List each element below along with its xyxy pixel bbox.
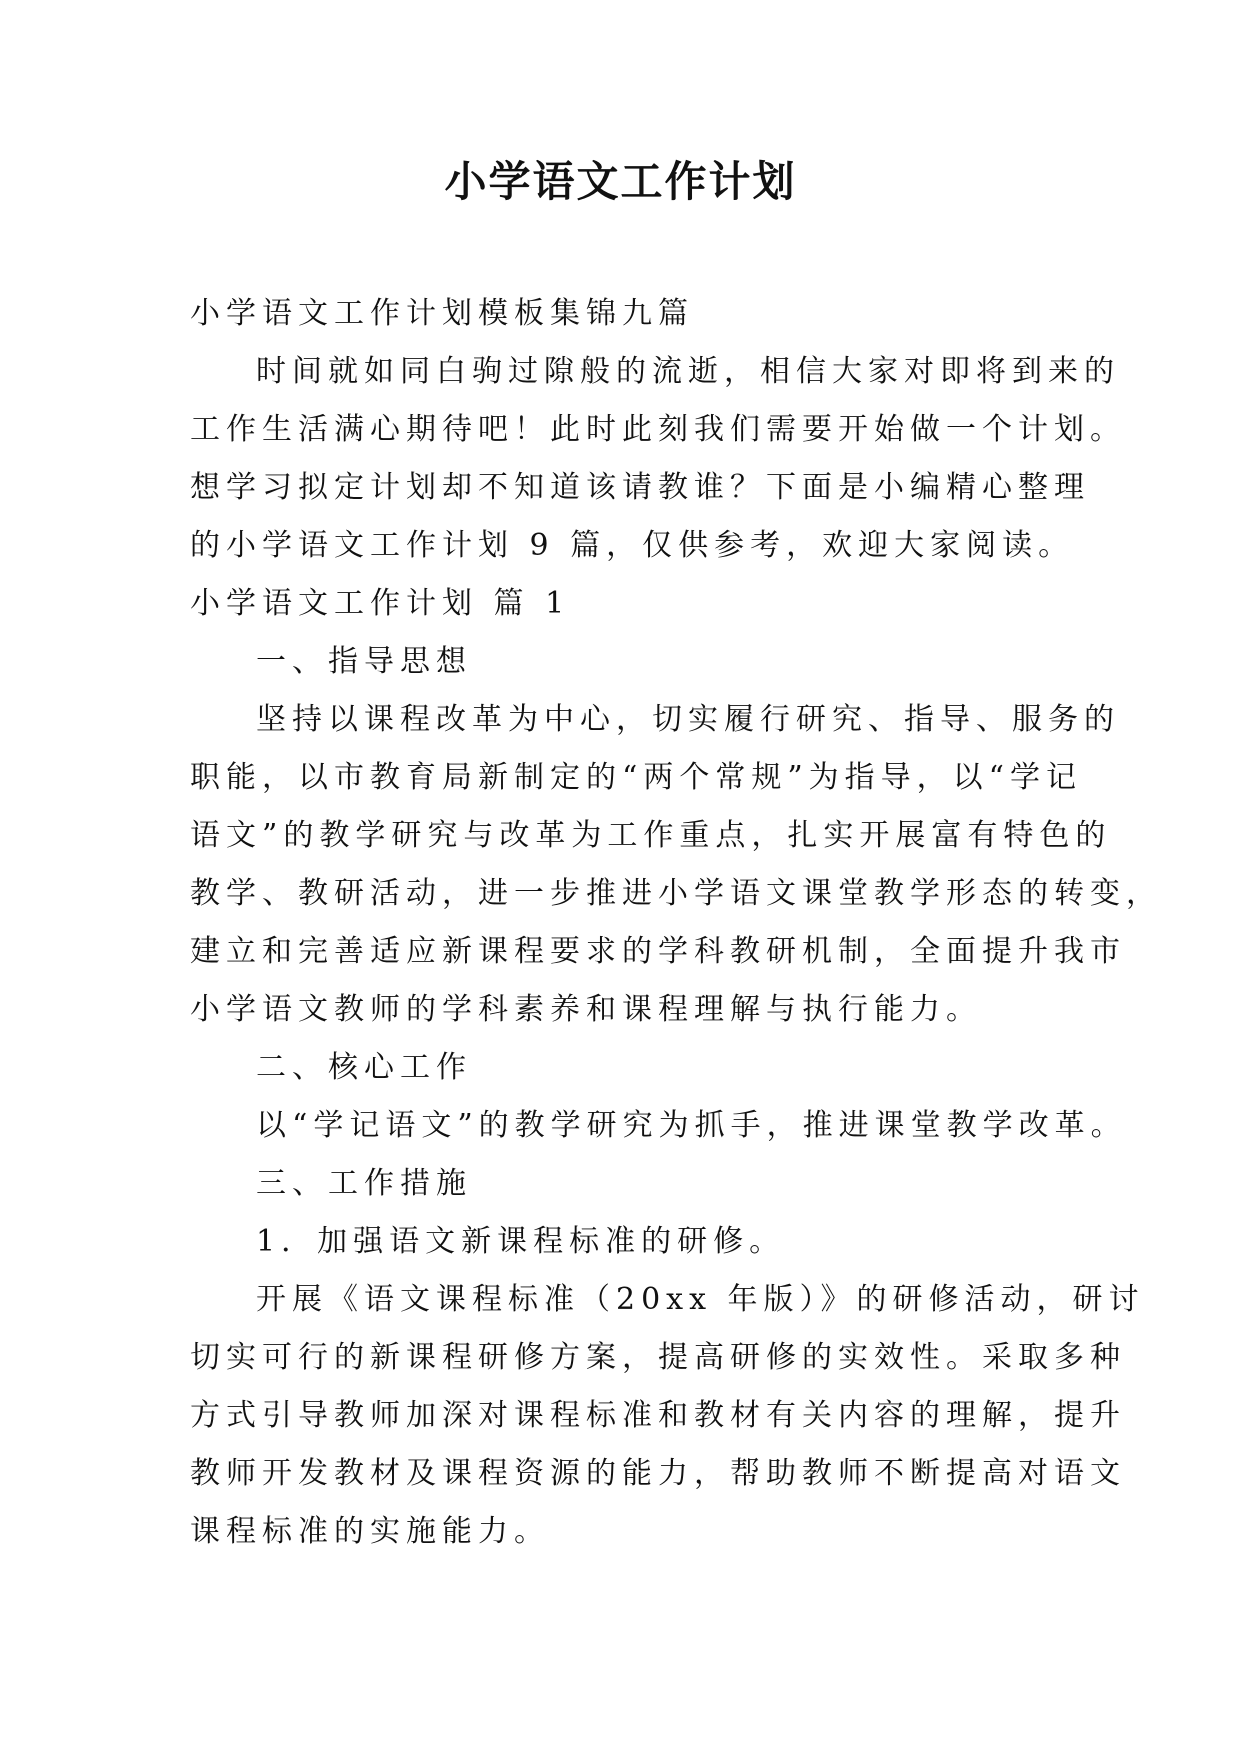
text-line: 开展《语文课程标准（20xx 年版）》的研修活动，研讨 (256, 1282, 1145, 1317)
text-line: 坚持以课程改革为中心，切实履行研究、指导、服务的 (256, 702, 1120, 737)
text-line: 职能，以市教育局新制定的“两个常规”为指导，以“学记 (190, 760, 1083, 795)
text-line: 小学语文教师的学科素养和课程理解与执行能力。 (190, 992, 982, 1027)
text-line: 以“学记语文”的教学研究为抓手，推进课堂教学改革。 (256, 1108, 1127, 1143)
document-title: 小学语文工作计划 (444, 157, 797, 206)
text-line: 语文”的教学研究与改革为工作重点，扎实开展富有特色的 (190, 818, 1112, 853)
document-body (190, 285, 1162, 1561)
text-line: 课程标准的实施能力。 (190, 1514, 550, 1549)
text-line: 一、指导思想 (256, 644, 472, 679)
text-line: 方式引导教师加深对课程标准和教材有关内容的理解，提升 (190, 1398, 1126, 1433)
text-line: 想学习拟定计划却不知道该请教谁？下面是小编精心整理 (190, 470, 1090, 505)
text-line: 小学语文工作计划 篇 1 (190, 586, 571, 621)
text-line: 二、核心工作 (256, 1050, 472, 1085)
text-line: 工作生活满心期待吧！此时此刻我们需要开始做一个计划。 (190, 412, 1126, 447)
text-line: 切实可行的新课程研修方案，提高研修的实效性。采取多种 (190, 1340, 1126, 1375)
text-line: 的小学语文工作计划 9 篇，仅供参考，欢迎大家阅读。 (190, 528, 1075, 563)
text-line: 1．加强语文新课程标准的研修。 (256, 1224, 786, 1259)
text-line: 小学语文工作计划模板集锦九篇 (190, 296, 694, 331)
text-line: 建立和完善适应新课程要求的学科教研机制，全面提升我市 (190, 934, 1126, 969)
text-line: 教师开发教材及课程资源的能力，帮助教师不断提高对语文 (190, 1456, 1126, 1491)
text-line: 教学、教研活动，进一步推进小学语文课堂教学形态的转变， (190, 876, 1162, 911)
text-line: 三、工作措施 (256, 1166, 472, 1201)
text-line: 时间就如同白驹过隙般的流逝，相信大家对即将到来的 (256, 354, 1120, 389)
